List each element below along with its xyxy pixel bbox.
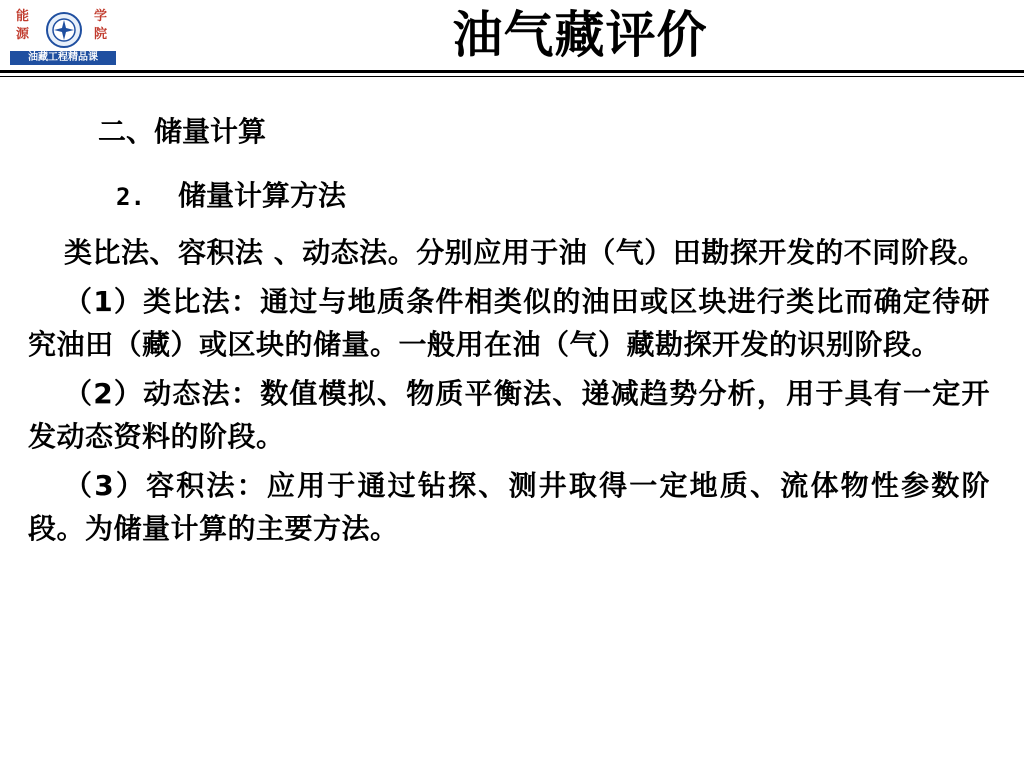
slide-header [0,0,1024,80]
header-rule-thin [0,76,1024,77]
subsection-heading [116,176,990,217]
logo-char: 源 [16,27,30,42]
paragraph-overview: 类比法、容积法 、动态法。分别应用于油（气）田勘探开发的不同阶段。 [64,236,987,269]
logo-char: 院 [94,27,108,42]
page-title: 油气藏评价 [452,6,708,64]
logo-banner: 油藏工程精品课 [10,51,116,65]
logo-char: 学 [94,9,108,24]
emblem-icon [46,12,82,48]
logo-char: 能 [16,9,30,24]
paragraph-dynamic-method: （2）动态法：数值模拟、物质平衡法、递减趋势分析，用于具有一定开发动态资料的阶段。 [28,377,990,453]
paragraph-analogy-method: （1）类比法：通过与地质条件相类似的油田或区块进行类比而确定待研究油田（藏）或区块的储量。一般用在油（气）藏勘探开发的识别阶段。 [28,285,990,361]
section-title: 二、储量计算 [98,115,267,148]
paragraph-volumetric-method: （3）容积法：应用于通过钻探、测井取得一定地质、流体物性参数阶段。为储量计算的主要方法。 [28,469,990,545]
subsection-number: 2. [116,183,145,211]
slide-body [28,112,990,550]
subsection-title: 储量计算方法 [178,179,347,212]
header-rule [0,70,1024,73]
